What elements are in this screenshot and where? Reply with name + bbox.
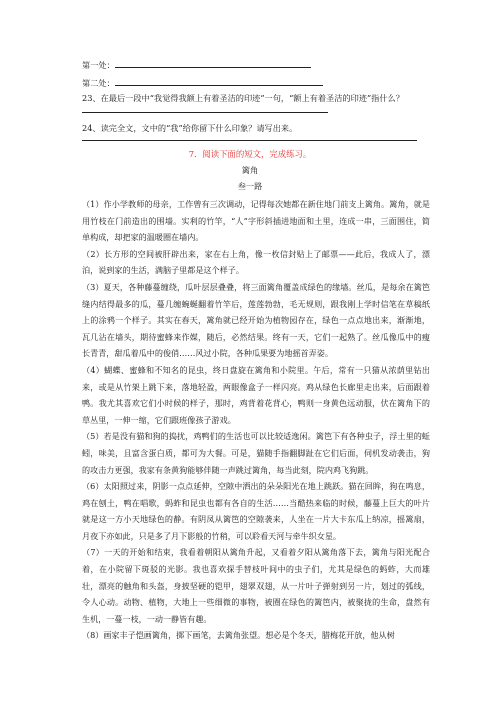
question-23-answer-rule[interactable]: [82, 112, 328, 113]
paragraph-1: （1）作小学教师的母亲，工作曾有三次调动，记得每次她都在新住地门前支上篱角。篱角，就是用竹枝在门前造出的围墙。实利的竹竿，“人”字形斜插进地面和土里，连成一串，三面围住，简单构成，却把家的温暖圈在墙内。: [82, 199, 430, 243]
answer-line-first: [82, 58, 311, 71]
essay-body: [82, 196, 430, 644]
essay-author: 叁一路: [237, 181, 263, 191]
paragraph-6: （6）太阳照过来，阴影一点点延伸，空隙中洒出的朵朵阳光在地上跳跃。猫在回眸，狗在鸣息，鸡在刨土，鸭在唱歌，蚂蚱和昆虫也都有各自的生活……当酷热来临的时候，藤蔓上巨大的叶片就是这一方小天地绿色的静。有阴凤从篱笆的空隙袭来，人坐在一片大卡东瓜上纳凉，摇篱扇，月夜下亦如此，只是多了月下影般的竹稍，可以聆看天河与牵牛织女星。: [82, 481, 430, 541]
question-23: 23、在最后一段中“我觉得我额上有着圣洁的印迹”一句，“额上有着圣洁的印迹”指什么？: [82, 93, 404, 103]
paragraph-8: （8）画家丰子恺画篱角，掷下画笔，去篱角张望。想必是个冬天，腊梅花开放，他从树: [82, 630, 395, 641]
second-answer-blank[interactable]: [115, 76, 323, 86]
first-answer-label: 第一处：: [82, 60, 115, 70]
paragraph-4: （4）蝴蝶、蜜蜂和不知名的昆虫，终日盘旋在篱角和小院里。午后，常有一只猫从浓荫里钻出来，或是从竹架上跳下来，落地轻盈，两眼像盒子一样闪亮。鸡从绿色长廊里走出来，后面跟着鸭。我尤其喜欢它们小时候的样子，那时，鸡背着花背心，鸭则一身黄色远动服，伏在篱角下的草丛里，一伸一缩，它们跟班像孩子游戏。: [82, 364, 430, 425]
section-heading: 7．阅读下面的短文，完成练习。: [188, 149, 312, 159]
paragraph-2: （2）长方形的空间被肝辟出来，家在右上角，像一枚信封贴上了邮票——此后，我成人了，漂泊，说到家的生活，满脑子里都是这个样子。: [82, 248, 430, 276]
second-answer-label: 第二处：: [82, 78, 115, 88]
essay-title: 篱角: [241, 165, 259, 175]
paragraph-5: （5）若是没有猫和狗的捣扰，鸡鸭们的生活也可以比较适逸闲。篱笆下有各种虫子，浮土里的蚯蚓，味美，且富含蛋白质，都可为大餐。可是，猫随手指翻脚趾在它们后面，伺机发动袭击，狗的攻击力更强，我家有条黄狗能够伴随一声跳过篱角，每当此刻，院内鸡飞狗跳。: [82, 431, 430, 475]
answer-line-second: [82, 76, 323, 89]
paragraph-7: （7）一天的开始和结束，我看着朝阳从篱角升起，又看着夕阳从篱角落下去，篱角与阳光配合着，在小院留下斑驳的光影。我也喜欢探手替枝叶间中的虫子们，尤其是绿色的蚂蚱，大而雄壮，漂亮的触角和头盔，身披坚硬的铠甲，翅翠双翅，从一片叶子弹射到另一片，划过的弧线，令人心动。动物、植物，大地上一些细微的事物，被圈在绿色的篱笆内，被聚拢的生命，盘然有生机，一蔓一枝，一动一静皆有趣。: [82, 547, 430, 624]
paragraph-3: （3）夏天，各种藤蔓缠绕，瓜叶层层叠叠，将三面篱角覆盖成绿色的缘墙。丝瓜，是每余在篱笆缝内结得最多的瓜，蔓几缠蜿蜒翻着竹竿后，莲莲勃勃，毛无规则，跟我刚上学时信笔在草稿纸上的涂鸦一个样子。其实在春天，篱角就已经开始为植物园存在，绿色一点点地出来，渐渐地，瓦几沾在墙头，期待蜜蜂来作媒，随后，必然结果。终有一天，它们一起熟了。丝瓜像瓜中的瘦长青青，甜瓜着瓜中的俊俏……风过小院，各种瓜果要为地摇首弄姿。: [82, 281, 430, 359]
first-answer-blank[interactable]: [115, 58, 311, 68]
question-24-answer-rule[interactable]: [82, 140, 417, 141]
question-24: 24、读完全文，文中的“我”给你留下什么印象？请写出来。: [82, 123, 298, 133]
